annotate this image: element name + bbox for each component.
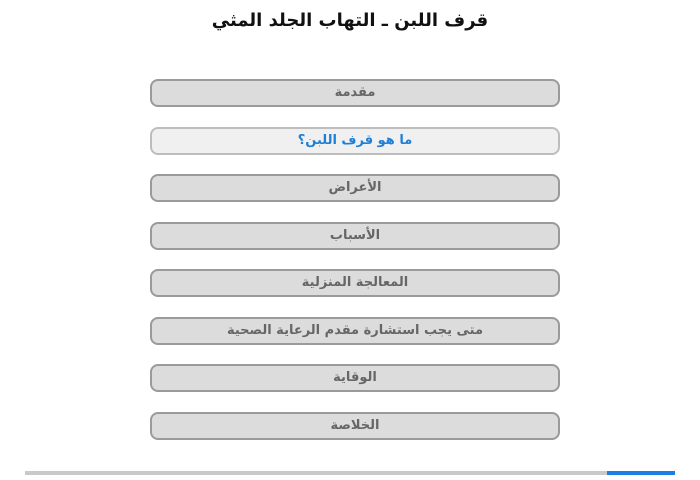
menu-item-causes[interactable]: الأسباب: [150, 222, 560, 250]
progress-bar-fill: [607, 471, 675, 475]
menu-item-home-treatment[interactable]: المعالجة المنزلية: [150, 269, 560, 297]
section-menu: [150, 79, 560, 459]
progress-bar: [25, 471, 675, 475]
page-title: قرف اللبن ـ التهاب الجلد المثي: [211, 10, 489, 31]
menu-item-summary[interactable]: الخلاصة: [150, 412, 560, 440]
menu-item-when-to-call-provider[interactable]: متى يجب استشارة مقدم الرعاية الصحية: [150, 317, 560, 345]
menu-item-symptoms[interactable]: الأعراض: [150, 174, 560, 202]
menu-item-prevention[interactable]: الوقاية: [150, 364, 560, 392]
menu-item-what-is-cradle-cap[interactable]: ما هو قرف اللبن؟: [150, 127, 560, 155]
menu-item-introduction[interactable]: مقدمة: [150, 79, 560, 107]
